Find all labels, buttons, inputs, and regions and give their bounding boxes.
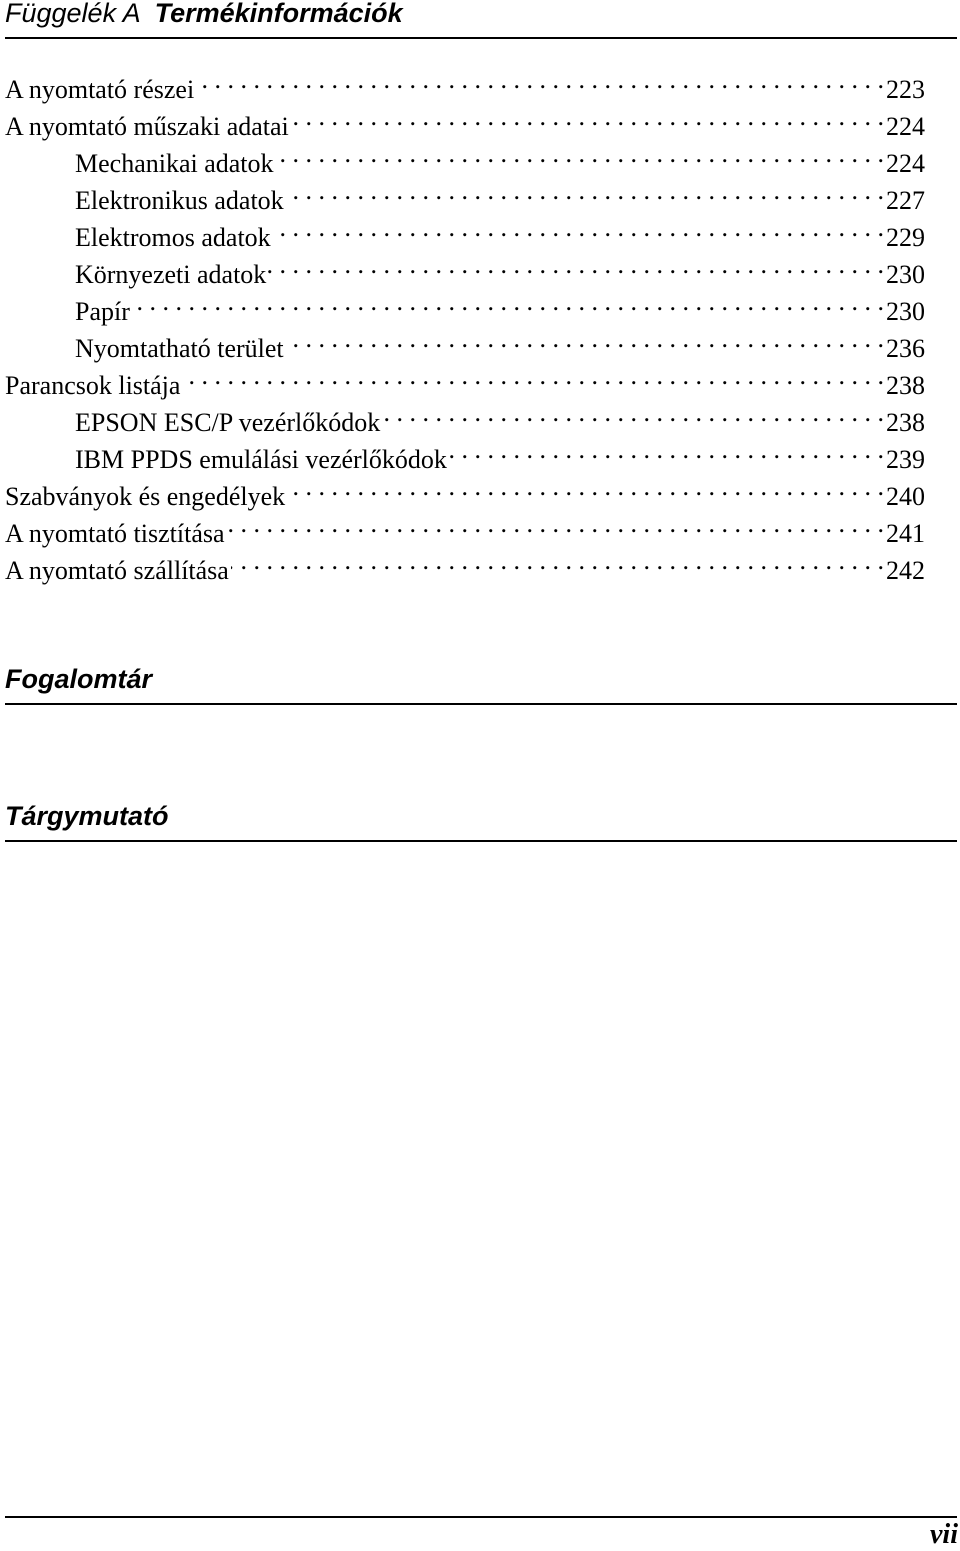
toc-entry-label: Parancsok listája <box>5 371 181 400</box>
dot-leader <box>291 98 884 135</box>
toc-entry-label: A nyomtató tisztítása <box>5 519 225 548</box>
toc-entry-page: 236 <box>886 334 925 363</box>
toc-entry-page: 230 <box>886 297 925 326</box>
appendix-title: Termékinformációk <box>154 0 403 28</box>
toc-entry-label: Szabványok és engedélyek <box>5 482 286 511</box>
dot-leader <box>273 209 884 246</box>
toc-entry-label: A nyomtató részei <box>5 75 195 104</box>
page-number: vii <box>930 1519 958 1550</box>
toc-entry-page: 227 <box>886 186 925 215</box>
toc-entry-page: 240 <box>886 482 925 511</box>
index-heading-rule <box>5 840 957 842</box>
dot-leader <box>132 283 884 320</box>
toc-entry-label: IBM PPDS emulálási vezérlőkódok <box>75 445 447 474</box>
toc-entry[interactable] <box>0 320 960 363</box>
glossary-heading-rule <box>5 703 957 705</box>
glossary-heading[interactable] <box>5 662 957 696</box>
dot-leader <box>227 505 884 542</box>
toc-entry-label: A nyomtató szállítása <box>5 556 229 585</box>
dot-leader <box>196 61 884 98</box>
dot-leader <box>276 135 884 172</box>
dot-leader <box>287 468 884 505</box>
toc-entry-page: 224 <box>886 112 925 141</box>
toc-entry-label: Papír <box>75 297 130 326</box>
dot-leader <box>382 394 884 431</box>
dot-leader <box>268 246 884 283</box>
toc-entry[interactable] <box>0 283 960 326</box>
appendix-heading <box>5 0 957 30</box>
toc-entry-label: Mechanikai adatok <box>75 149 274 178</box>
toc-entry-page: 241 <box>886 519 925 548</box>
toc-entry-page: 239 <box>886 445 925 474</box>
appendix-prefix: Függelék A <box>5 0 141 28</box>
toc-entry-page: 229 <box>886 223 925 252</box>
toc-entry-label: EPSON ESC/P vezérlőkódok <box>75 408 381 437</box>
toc-entry-label: Elektronikus adatok <box>75 186 284 215</box>
dot-leader <box>286 320 884 357</box>
toc-entry-label: A nyomtató műszaki adatai <box>5 112 289 141</box>
toc-entry-label: Környezeti adatok <box>75 260 267 289</box>
appendix-heading-rule <box>5 37 957 39</box>
footer-rule <box>5 1516 957 1518</box>
toc-entry-label: Elektromos adatok <box>75 223 271 252</box>
toc-entry-page: 238 <box>886 371 925 400</box>
toc-entry-page: 224 <box>886 149 925 178</box>
toc-entry-label: Nyomtatható terület <box>75 334 284 363</box>
toc-entry-page: 230 <box>886 260 925 289</box>
table-of-contents <box>0 61 960 585</box>
dot-leader <box>286 172 884 209</box>
dot-leader <box>449 431 884 468</box>
index-title: Tárgymutató <box>5 801 169 831</box>
toc-entry-page: 242 <box>886 556 925 585</box>
dot-leader <box>231 542 884 579</box>
dot-leader <box>182 357 884 394</box>
glossary-title: Fogalomtár <box>5 664 153 694</box>
toc-entry[interactable] <box>0 61 960 104</box>
toc-entry-page: 238 <box>886 408 925 437</box>
index-heading[interactable] <box>5 799 957 833</box>
toc-entry-page: 223 <box>886 75 925 104</box>
